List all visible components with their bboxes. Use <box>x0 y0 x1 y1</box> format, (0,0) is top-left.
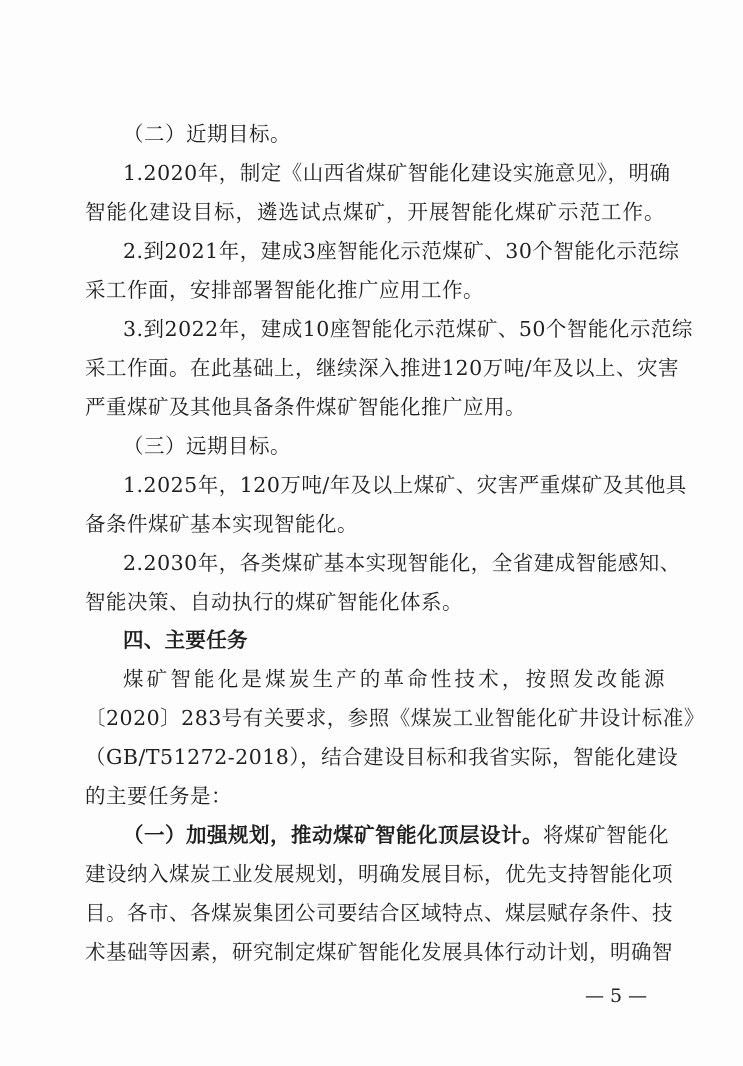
paragraph-line: 建设纳入煤炭工业发展规划，明确发展目标，优先支持智能化项 <box>85 862 673 886</box>
paragraph-line: （GB/T51272-2018），结合建设目标和我省实际，智能化建设 <box>85 745 679 769</box>
paragraph-line: 术基础等因素，研究制定煤矿智能化发展具体行动计划，明确智 <box>85 940 673 964</box>
paragraph-line: 〔2020〕283号有关要求，参照《煤炭工业智能化矿井设计标准》 <box>85 706 705 730</box>
paragraph-line: 2.到2021年，建成3座智能化示范煤矿、30个智能化示范综 <box>123 239 680 263</box>
paragraph-line: 目。各市、各煤炭集团公司要结合区域特点、煤层赋存条件、技 <box>85 901 673 925</box>
paragraph-line: 的主要任务是： <box>85 784 232 808</box>
task-one-text-start: 将煤矿智能化 <box>543 823 669 847</box>
paragraph-line: 智能化建设目标，遴选试点煤矿，开展智能化煤矿示范工作。 <box>85 200 665 224</box>
paragraph-line: 1.2025年，120万吨/年及以上煤矿、灾害严重煤矿及其他具 <box>123 473 687 497</box>
paragraph-line-task-one <box>123 823 669 847</box>
section-heading-long-term: （三）远期目标。 <box>123 434 291 458</box>
paragraph-line: 采工作面，安排部署智能化推广应用工作。 <box>85 278 484 302</box>
paragraph-line: 2.2030年，各类煤矿基本实现智能化，全省建成智能感知、 <box>123 551 681 575</box>
section-heading-main-tasks: 四、主要任务 <box>123 628 248 652</box>
page-number: — 5 — <box>585 985 648 1007</box>
paragraph-line: 3.到2022年，建成10座智能化示范煤矿、50个智能化示范综 <box>123 317 693 341</box>
paragraph-line: 采工作面。在此基础上，继续深入推进120万吨/年及以上、灾害 <box>85 356 680 380</box>
paragraph-line: 1.2020年，制定《山西省煤矿智能化建设实施意见》，明确 <box>123 161 671 185</box>
paragraph-line: 严重煤矿及其他具备条件煤矿智能化推广应用。 <box>85 395 526 419</box>
paragraph-line: 煤矿智能化是煤炭生产的革命性技术，按照发改能源 <box>123 667 665 691</box>
paragraph-line: 备条件煤矿基本实现智能化。 <box>85 512 358 536</box>
paragraph-line: 智能决策、自动执行的煤矿智能化体系。 <box>85 590 463 614</box>
task-one-heading: （一）加强规划，推动煤矿智能化顶层设计。 <box>123 823 543 847</box>
section-heading-near-term: （二）近期目标。 <box>123 122 291 146</box>
